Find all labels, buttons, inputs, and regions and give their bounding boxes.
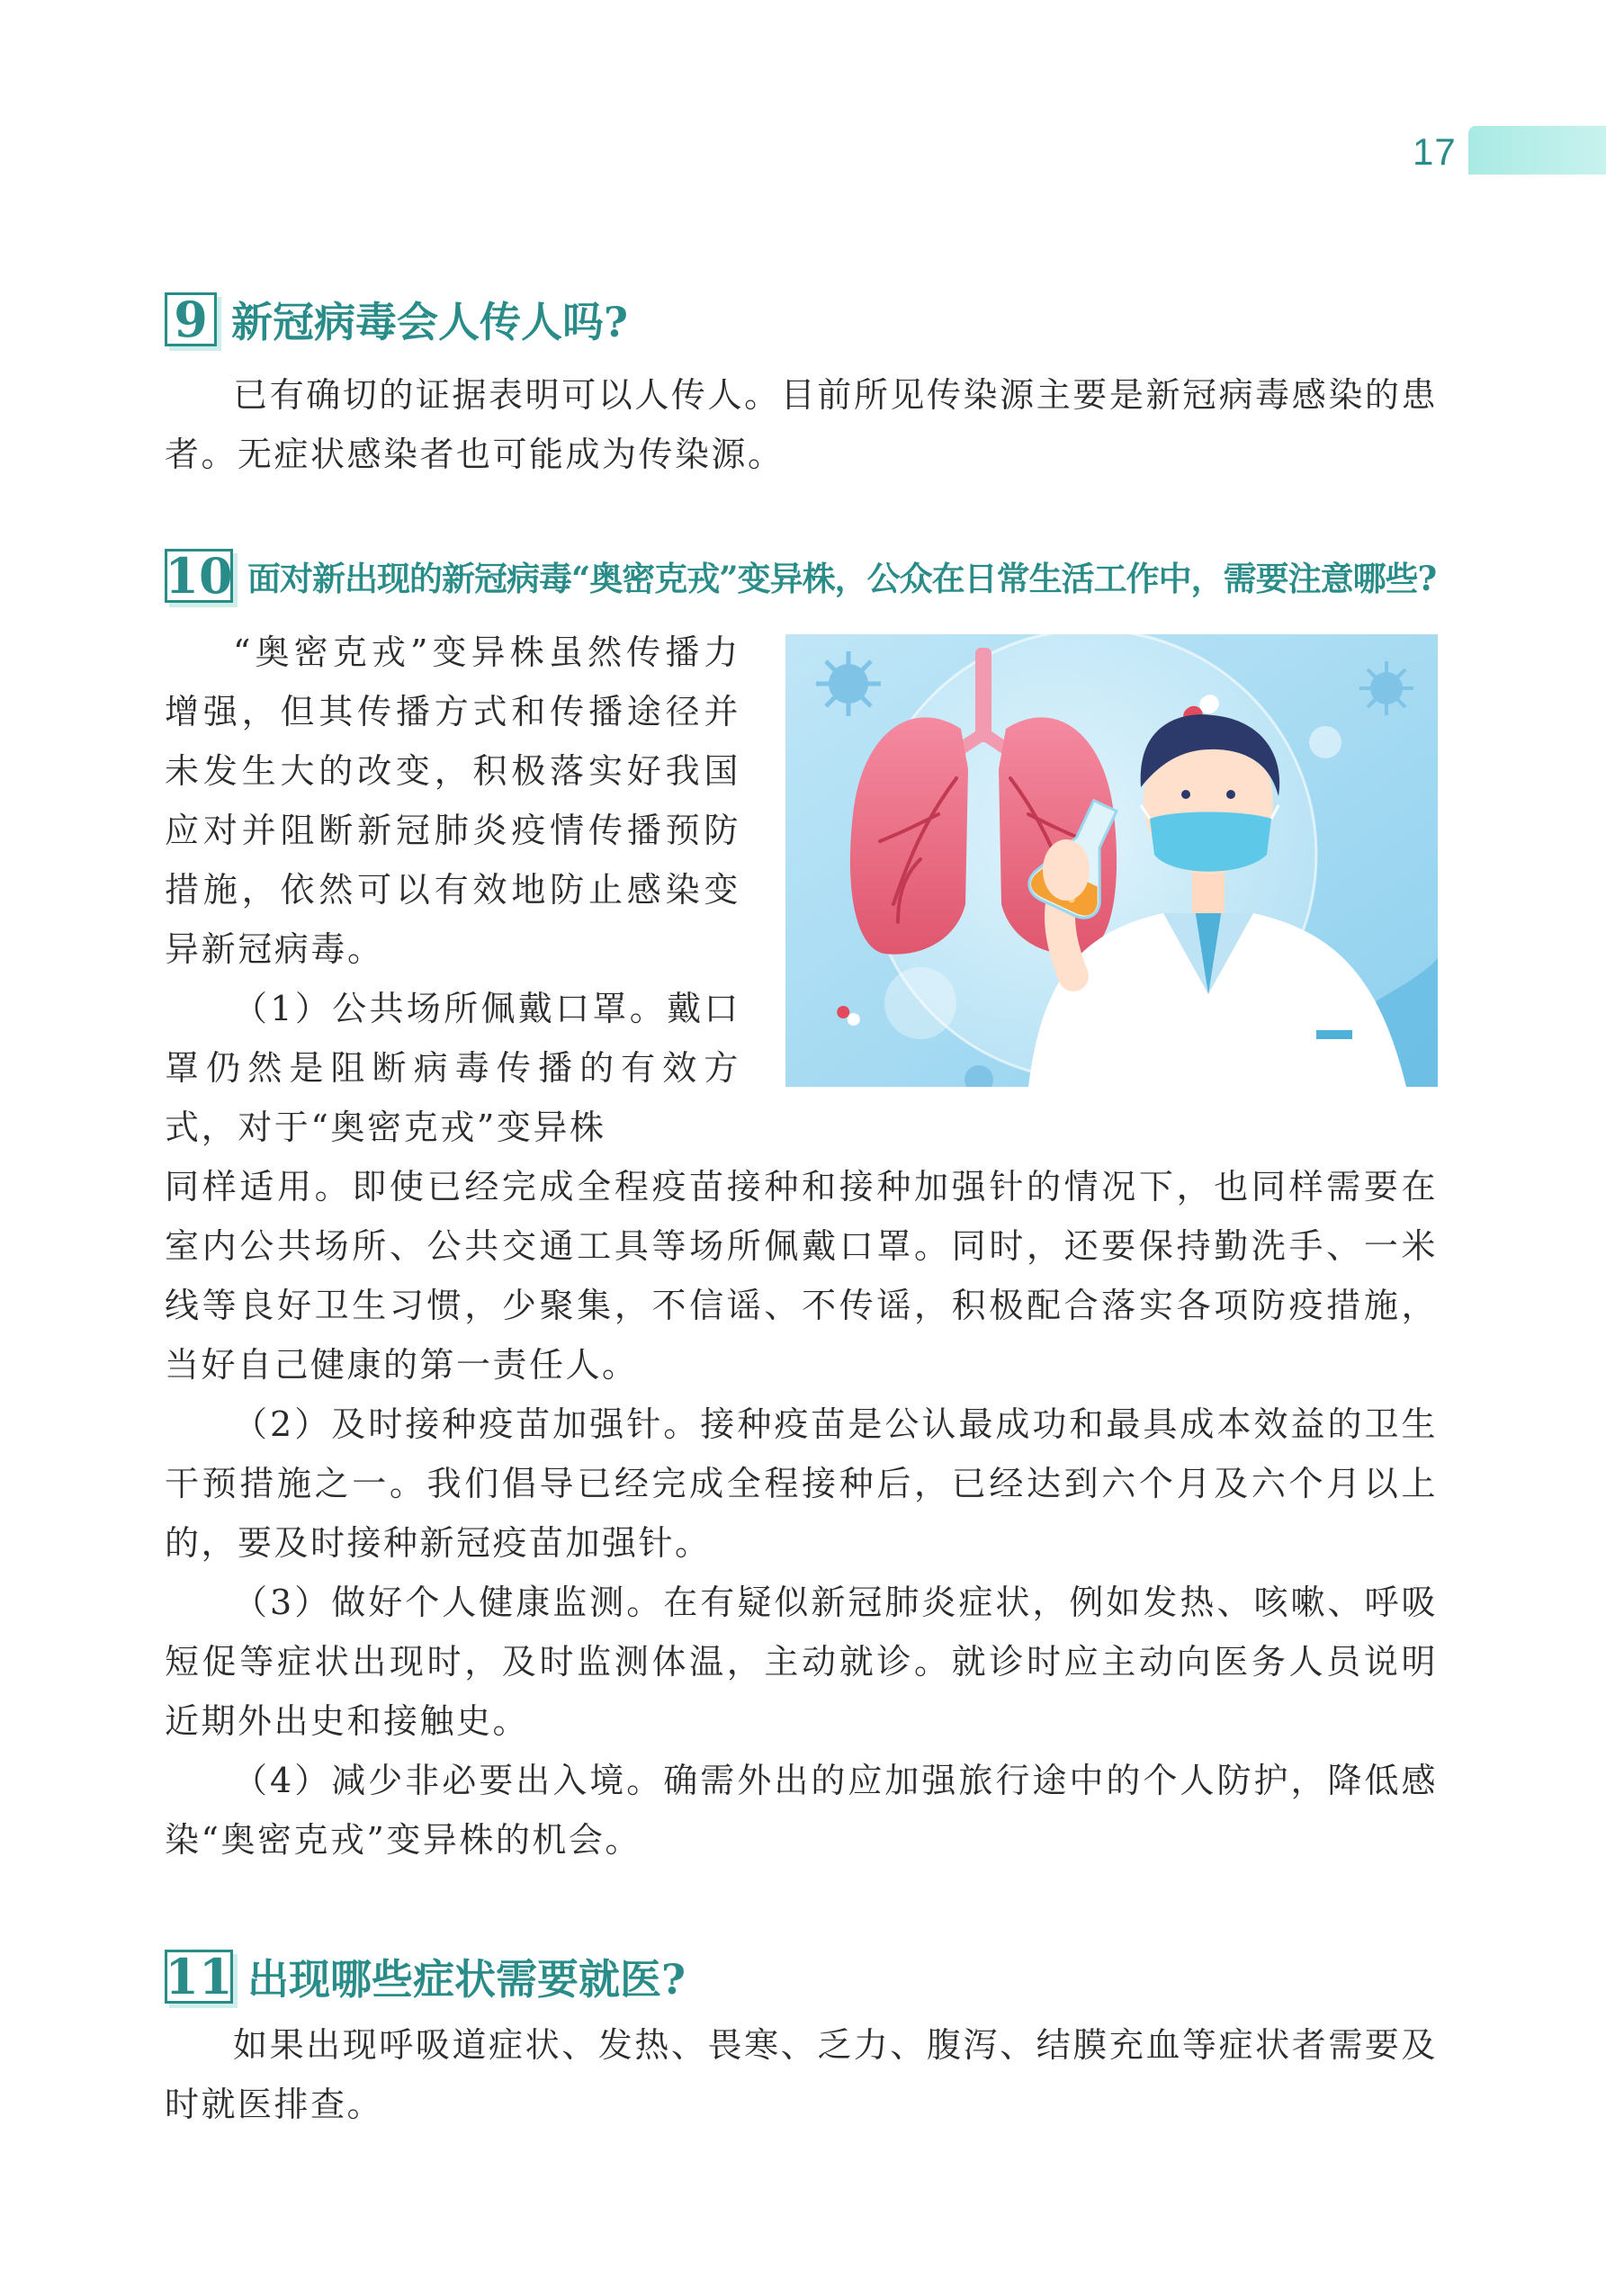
question-10-item-1-continued: 同样适用。即使已经完成全程疫苗接种和接种加强针的情况下，也同样需要在室内公共场所、公共交通工具等场所佩戴口罩。同时，还要保持勤洗手、一米线等良好卫生习惯，少聚集，不信谣、不传谣，积极配合落实各项防疫措施，当好自己健康的第一责任人。 xyxy=(165,1167,1438,1385)
question-10-item-3: （3）做好个人健康监测。在有疑似新冠肺炎症状，例如发热、咳嗽、呼吸短促等症状出现时，及时监测体温，主动就诊。就诊时应主动向医务人员说明近期外出史和接触史。 xyxy=(165,1583,1438,1741)
question-number-box: 9 xyxy=(165,292,217,346)
question-10-item-4: （4）减少非必要出入境。确需外出的应加强旅行途中的个人防护，降低感染“奥密克戎”变异株的机会。 xyxy=(165,1761,1438,1860)
doctor-lungs-illustration xyxy=(785,634,1438,1087)
page-tab xyxy=(1468,126,1606,175)
question-10-intro: “奥密克戎”变异株虽然传播力增强，但其传播方式和传播途径并未发生大的改变，积极落实好我国应对并阻断新冠肺炎疫情传播预防措施，依然可以有效地防止感染变异新冠病毒。 xyxy=(165,632,740,969)
question-11-heading xyxy=(165,1947,686,2006)
virus-icon xyxy=(1359,661,1413,715)
question-title: 面对新出现的新冠病毒“奥密克戎”变异株，公众在日常生活工作中，需要注意哪些? xyxy=(247,559,1437,598)
question-9-heading xyxy=(165,290,628,349)
page-number: 17 xyxy=(1413,130,1457,173)
question-10-item-2: （2）及时接种疫苗加强针。接种疫苗是公认最成功和最具成本效益的卫生干预措施之一。我们倡导已经完成全程接种后，已经达到六个月及六个月以上的，要及时接种新冠疫苗加强针。 xyxy=(165,1404,1438,1563)
question-title: 新冠病毒会人传人吗? xyxy=(231,298,628,346)
question-number-box: 10 xyxy=(165,547,233,605)
question-number-box: 11 xyxy=(165,1948,233,2005)
question-title: 出现哪些症状需要就医? xyxy=(247,1955,686,2004)
question-10-heading xyxy=(165,549,1436,603)
question-9-answer: 已有确切的证据表明可以人传人。目前所见传染源主要是新冠病毒感染的患者。无症状感染者也可能成为传染源。 xyxy=(165,375,1438,474)
question-11-answer: 如果出现呼吸道症状、发热、畏寒、乏力、腹泻、结膜充血等症状者需要及时就医排查。 xyxy=(165,2025,1438,2124)
question-10-item-1-start: （1）公共场所佩戴口罩。戴口罩仍然是阻断病毒传播的有效方式，对于“奥密克戎”变异株 xyxy=(165,989,740,1147)
